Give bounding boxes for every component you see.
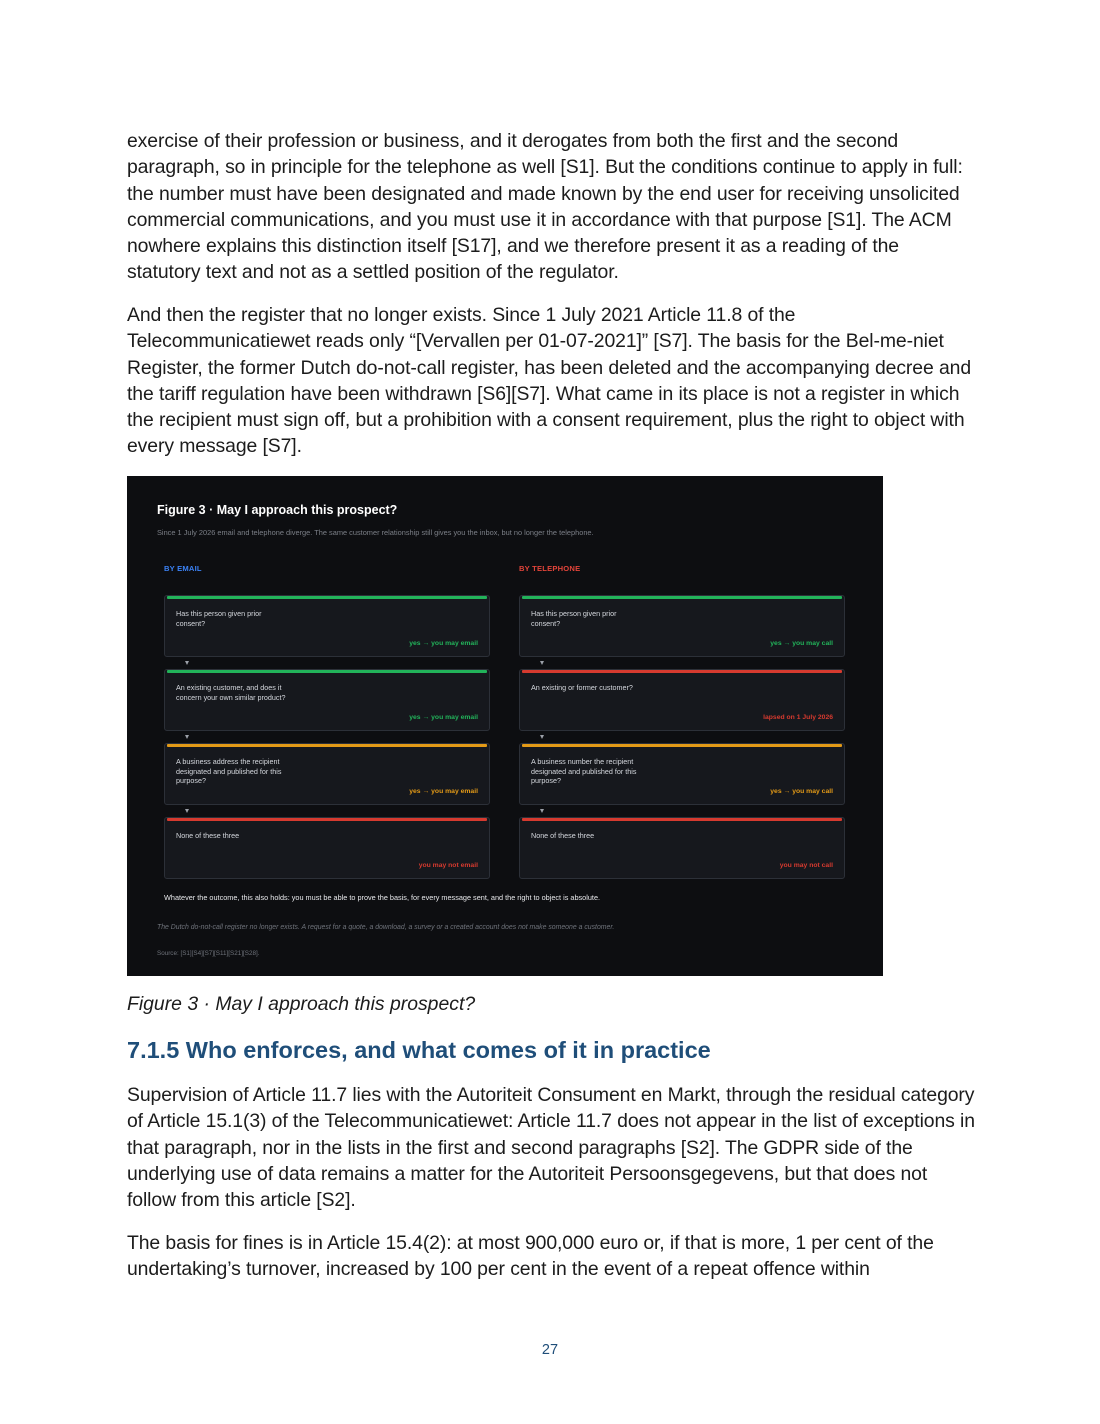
step-result: yes → you may email (409, 788, 478, 795)
step-color-bar (522, 596, 842, 599)
section-heading: 7.1.5 Who enforces, and what comes of it in practice (127, 1037, 711, 1063)
step-color-bar (522, 744, 842, 747)
flow-arrow-icon (185, 661, 189, 665)
flow-arrow-icon (540, 661, 544, 665)
flow-arrow-icon (540, 809, 544, 813)
step-result: lapsed on 1 July 2026 (763, 714, 833, 721)
flow-arrow-icon (185, 735, 189, 739)
body-paragraph-3: Supervision of Article 11.7 lies with the Autoriteit Consument en Markt, through the residual category of Article 15.1(3) of the Telecommunicatiewet: Article 11.7 does not appear in the list of exceptions in that paragraph, nor in the lists in the first and second paragraphs [S2]. The GDPR side of the underlying use of data remains a matter for the Autoriteit Persoonsgegevens, but that does not follow from this article [S2]. (127, 1084, 975, 1212)
figure-footnote: The Dutch do-not-call register no longer exists. A request for a quote, a download, a survey or a created account does not make someone a customer. (157, 924, 615, 931)
figure-subtitle: Since 1 July 2026 email and telephone diverge. The same customer relationship still gives you the inbox, but no longer the telephone. (157, 528, 594, 537)
step-color-bar (167, 744, 487, 747)
telephone-step-none (519, 817, 845, 879)
figure-3-flowchart (127, 476, 883, 976)
step-result: you may not email (418, 862, 478, 869)
body-paragraph-4: The basis for fines is in Article 15.4(2): at most 900,000 euro or, if that is more, 1 per cent of the undertaking’s turnover, increased by 100 per cent in the event of a repeat offence within (127, 1232, 934, 1281)
step-color-bar (167, 596, 487, 599)
step-result: yes → you may email (409, 714, 478, 721)
step-question: An existing or former customer? (531, 683, 633, 692)
email-step-consent (164, 595, 490, 657)
flow-arrow-icon (540, 735, 544, 739)
flow-arrow-icon (185, 809, 189, 813)
email-step-none (164, 817, 490, 879)
email-step-business-address (164, 743, 490, 805)
step-result: yes → you may email (409, 640, 478, 647)
step-question: Has this person given prior consent? (176, 609, 262, 628)
figure-title: Figure 3 · May I approach this prospect? (157, 503, 398, 517)
step-question: None of these three (176, 831, 240, 840)
figure-source: Source: [S1][S4][S7][S11][S21][S28]. (157, 950, 260, 957)
step-result: yes → you may call (770, 640, 833, 647)
body-paragraph-1: exercise of their profession or business, and it derogates from both the first and the second paragraph, so in principle for the telephone as well [S1]. But the conditions continue to apply in full: the number must have been designated and made known by the end user for receiving unsolicited commercial communications, and you must use it in accordance with that purpose [S1]. The ACM nowhere explains this distinction itself [S17], and we therefore present it as a reading of the statutory text and not as a settled position of the regulator. (127, 130, 963, 284)
step-question: Has this person given prior consent? (531, 609, 617, 628)
step-question: None of these three (531, 831, 595, 840)
telephone-step-existing-customer (519, 669, 845, 731)
column-label-email: BY EMAIL (164, 564, 202, 573)
step-result: yes → you may call (770, 788, 833, 795)
telephone-step-consent (519, 595, 845, 657)
step-question: An existing customer, and does it concern your own similar product? (176, 683, 286, 702)
telephone-step-business-number (519, 743, 845, 805)
step-color-bar (522, 670, 842, 673)
step-result: you may not call (779, 862, 833, 869)
step-color-bar (167, 818, 487, 821)
figure-holds-note: Whatever the outcome, this also holds: you must be able to prove the basis, for every message sent, and the right to object is absolute. (164, 893, 601, 902)
step-question: A business address the recipient designated and published for this purpose? (176, 757, 282, 786)
step-color-bar (167, 670, 487, 673)
step-question: A business number the recipient designated and published for this purpose? (531, 757, 637, 786)
page-number: 27 (541, 1342, 559, 1358)
figure-caption: Figure 3 · May I approach this prospect? (127, 993, 476, 1015)
email-step-existing-customer (164, 669, 490, 731)
step-color-bar (522, 818, 842, 821)
body-paragraph-2: And then the register that no longer exists. Since 1 July 2021 Article 11.8 of the Telecommunicatiewet reads only “[Vervallen per 01-07-2021]” [S7]. The basis for the Bel-me-niet Register, the former Dutch do-not-call register, has been deleted and the accompanying decree and the tariff regulation have been withdrawn [S6][S7]. What came in its place is not a register in which the recipient must sign off, but a prohibition with a consent requirement, plus the right to object with every message [S7]. (127, 304, 971, 458)
column-label-telephone: BY TELEPHONE (519, 564, 581, 573)
